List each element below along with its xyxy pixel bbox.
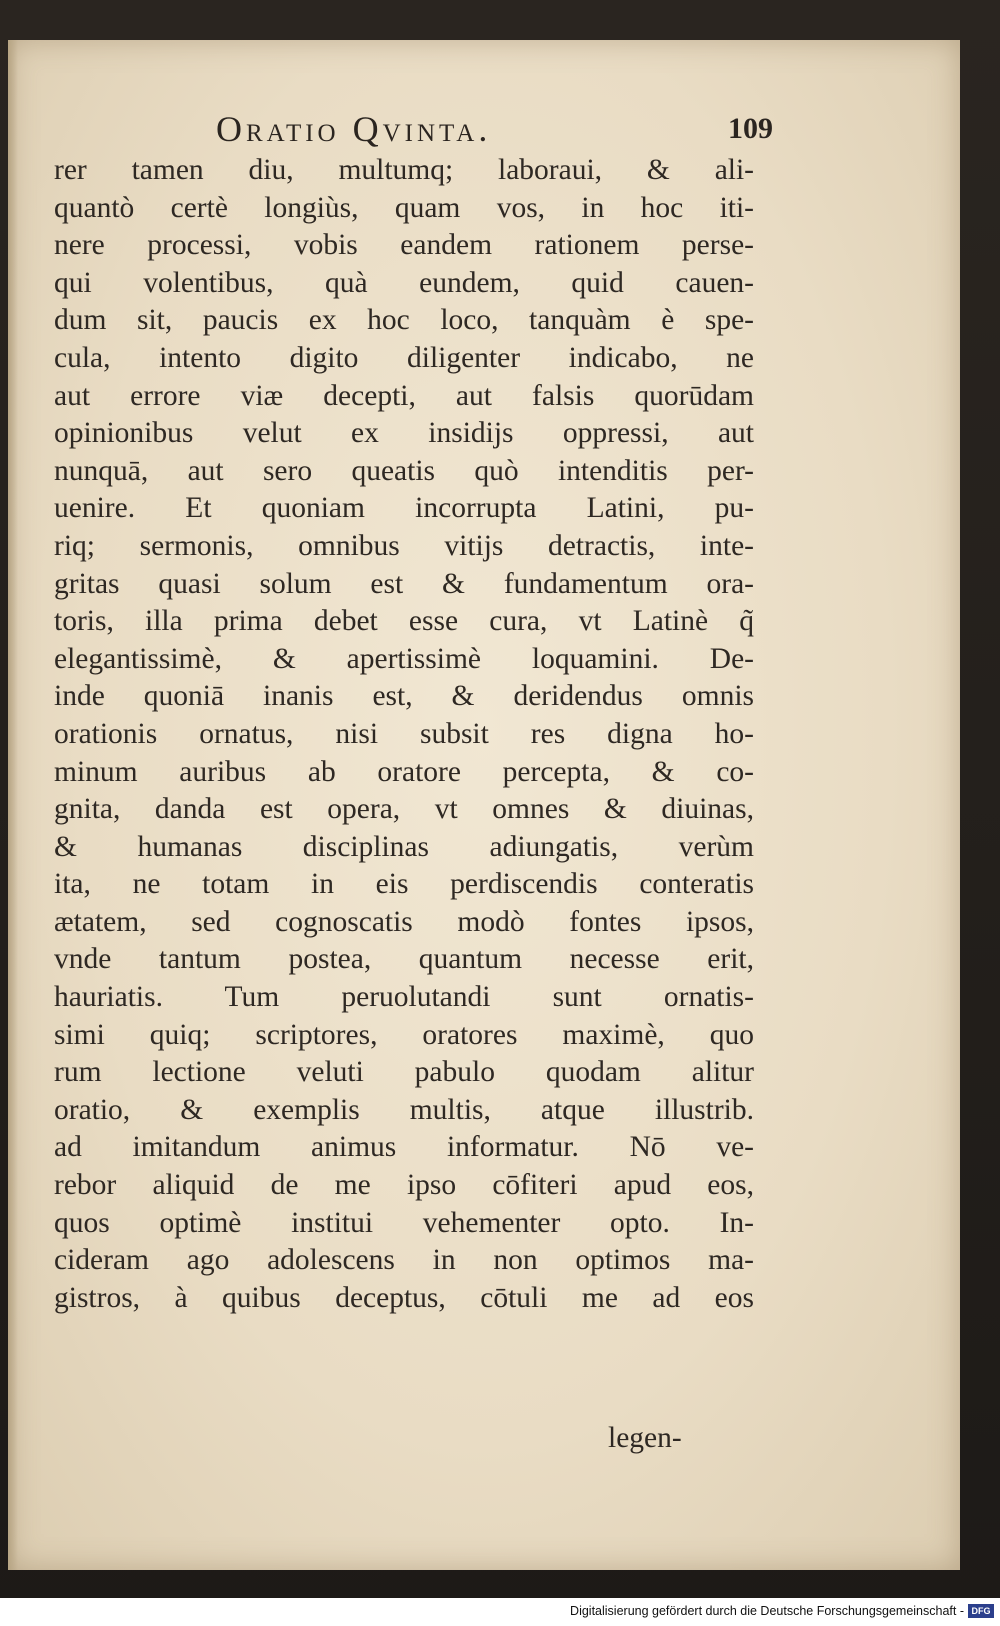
footer-credit: Digitalisierung gefördert durch die Deutsche Forschungsgemeinschaft - <box>570 1604 964 1618</box>
text-line: gnita, danda est opera, vt omnes & diuinas, <box>54 793 754 826</box>
page-header <box>8 108 960 148</box>
body-text <box>54 152 754 1317</box>
catchword: legen- <box>608 1422 682 1454</box>
text-line: riq; sermonis, omnibus vitijs detractis, inte- <box>54 529 754 562</box>
text-line: ita, ne totam in eis perdiscendis conteratis <box>54 868 754 901</box>
text-line: aut errore viæ decepti, aut falsis quorūdam <box>54 379 754 412</box>
text-line: toris, illa prima debet esse cura, vt Latinè q̃ <box>54 605 754 638</box>
text-line: elegantissimè, & apertissimè loquamini. De- <box>54 642 754 675</box>
text-line: orationis ornatus, nisi subsit res digna ho- <box>54 717 754 750</box>
text-line: opinionibus velut ex insidijs oppressi, aut <box>54 417 754 450</box>
text-line: nere processi, vobis eandem rationem perse- <box>54 229 754 262</box>
text-line: cideram ago adolescens in non optimos ma- <box>54 1244 754 1277</box>
text-line: rum lectione veluti pabulo quodam alitur <box>54 1056 754 1089</box>
page-edge-shadow <box>8 40 18 1570</box>
book-page <box>8 40 960 1570</box>
text-line: quos optimè institui vehementer opto. In- <box>54 1206 754 1239</box>
text-line: nunquā, aut sero queatis quò intenditis per- <box>54 454 754 487</box>
running-head: Oratio Qvinta. <box>216 109 492 149</box>
text-line: ætatem, sed cognoscatis modò fontes ipsos, <box>54 905 754 938</box>
text-line: qui volentibus, quà eundem, quid cauen- <box>54 266 754 299</box>
text-line: hauriatis. Tum peruolutandi sunt ornatis- <box>54 981 754 1014</box>
text-line: rer tamen diu, multumq; laboraui, & ali- <box>54 154 754 186</box>
text-line: vnde tantum postea, quantum necesse erit, <box>54 943 754 976</box>
page-number: 109 <box>728 112 773 145</box>
text-line: quantò certè longiùs, quam vos, in hoc iti- <box>54 191 754 224</box>
dfg-logo: DFG <box>968 1604 994 1618</box>
text-line: gritas quasi solum est & fundamentum ora- <box>54 567 754 600</box>
text-line: minum auribus ab oratore percepta, & co- <box>54 755 754 788</box>
text-line: simi quiq; scriptores, oratores maximè, quo <box>54 1018 754 1051</box>
text-line: & humanas disciplinas adiungatis, verùm <box>54 830 754 863</box>
text-line: gistros, à quibus deceptus, cōtuli me ad eos <box>54 1281 754 1314</box>
text-line: cula, intento digito diligenter indicabo, ne <box>54 341 754 374</box>
text-line: dum sit, paucis ex hoc loco, tanquàm è spe- <box>54 304 754 337</box>
digitization-footer <box>0 1598 1000 1626</box>
text-line: ad imitandum animus informatur. Nō ve- <box>54 1131 754 1164</box>
text-line: rebor aliquid de me ipso cōfiteri apud eos, <box>54 1169 754 1202</box>
text-line: oratio, & exemplis multis, atque illustrib. <box>54 1093 754 1126</box>
text-line: uenire. Et quoniam incorrupta Latini, pu- <box>54 492 754 525</box>
text-line: inde quoniā inanis est, & deridendus omnis <box>54 680 754 713</box>
